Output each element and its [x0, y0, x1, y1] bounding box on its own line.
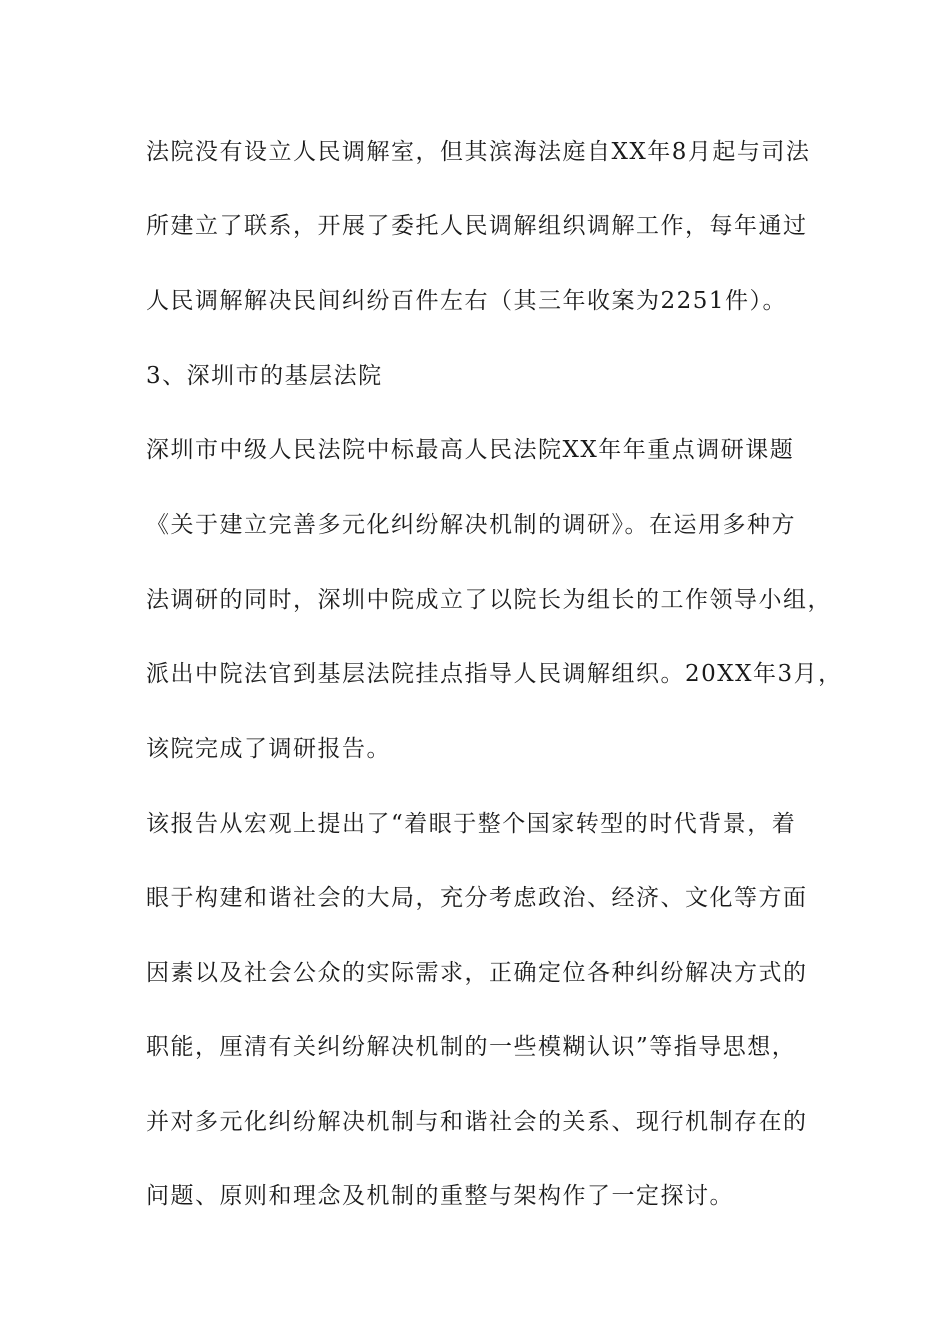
text-line: 《关于建立完善多元化纠纷解决机制的调研》。在运用多种方: [146, 512, 796, 538]
section-heading: 3、深圳市的基层法院: [146, 363, 383, 389]
text-line: 深圳市中级人民法院中标最高人民法院XX年年重点调研课题: [146, 437, 795, 463]
text-line: 派出中院法官到基层法院挂点指导人民调解组织。20XX年3月，: [146, 661, 843, 687]
text-line: 眼于构建和谐社会的大局，充分考虑政治、经济、文化等方面: [146, 885, 808, 911]
text-line: 问题、原则和理念及机制的重整与架构作了一定探讨。: [146, 1183, 734, 1209]
text-line: 因素以及社会公众的实际需求，正确定位各种纠纷解决方式的: [146, 960, 808, 986]
text-line: 职能，厘清有关纠纷解决机制的一些模糊认识”等指导思想，: [146, 1034, 797, 1060]
text-line: 该报告从宏观上提出了“着眼于整个国家转型的时代背景，着: [146, 811, 797, 837]
text-line: 该院完成了调研报告。: [146, 736, 391, 762]
text-line: 法院没有设立人民调解室，但其滨海法庭自XX年8月起与司法: [146, 139, 811, 165]
text-line: 法调研的同时，深圳中院成立了以院长为组长的工作领导小组，: [146, 587, 832, 613]
text-line: 人民调解解决民间纠纷百件左右（其三年收案为2251件）。: [146, 288, 788, 314]
text-line: 所建立了联系，开展了委托人民调解组织调解工作，每年通过: [146, 213, 808, 239]
text-line: 并对多元化纠纷解决机制与和谐社会的关系、现行机制存在的: [146, 1109, 808, 1135]
